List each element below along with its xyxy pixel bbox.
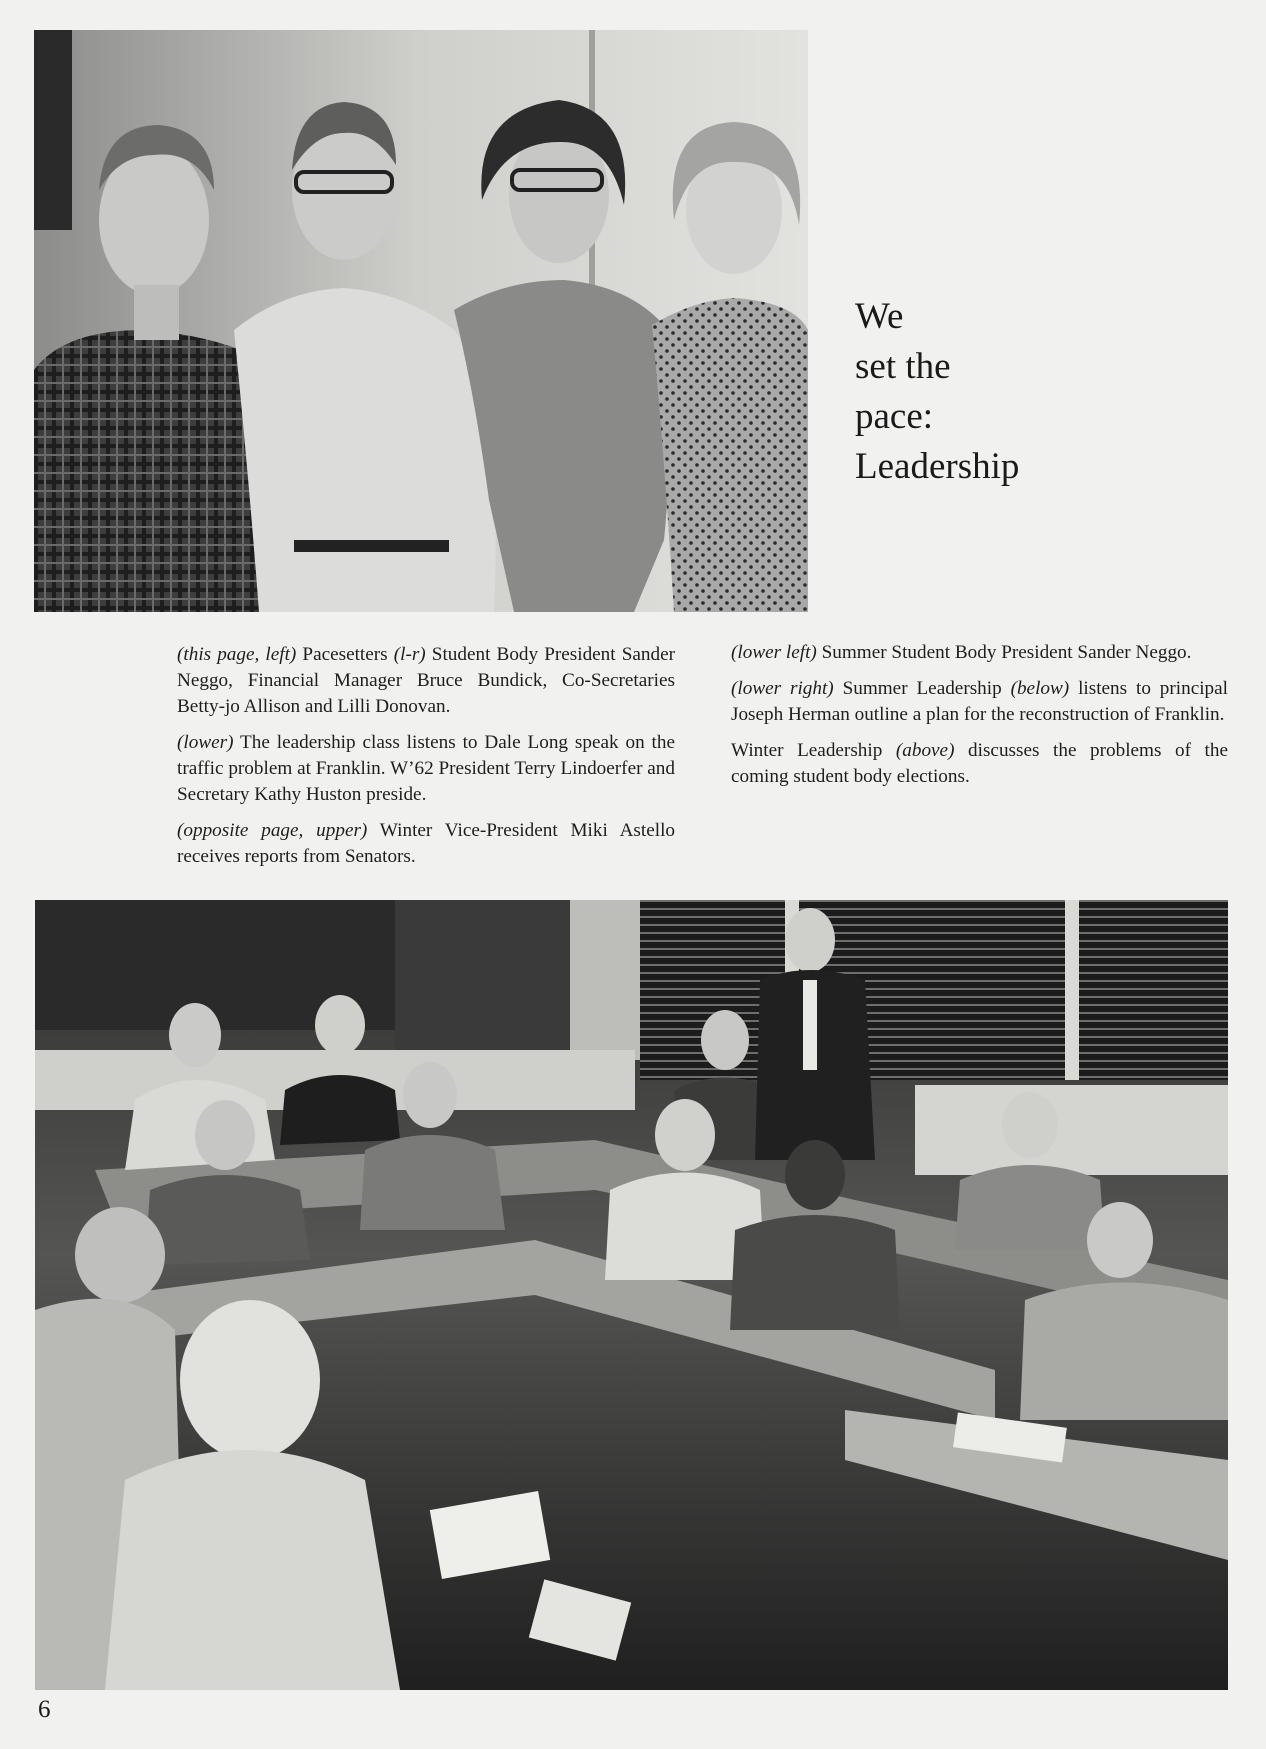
caption-text: discusses the problems of the coming student body elections. <box>731 740 1228 787</box>
captions-left-column <box>177 642 675 880</box>
caption-inline-note: (l-r) <box>393 644 426 665</box>
caption-lead: (lower left) <box>731 642 817 663</box>
caption-inline-note: (above) <box>895 740 955 761</box>
caption-text: Winter Leadership <box>731 740 896 761</box>
caption-lead: (lower right) <box>731 678 834 699</box>
caption-lower <box>177 730 675 808</box>
caption-this-page-left <box>177 642 675 720</box>
caption-lead: (lower) <box>177 732 234 753</box>
caption-lower-right <box>731 676 1228 728</box>
caption-winter-leadership <box>731 738 1228 790</box>
heading-line-1: We <box>855 296 904 337</box>
leadership-class-photo-image <box>35 900 1228 1690</box>
heading-line-2: set the <box>855 346 951 387</box>
caption-text: Summer Student Body President Sander Neggo. <box>816 642 1192 663</box>
caption-lower-left <box>731 640 1228 666</box>
captions-right-column <box>731 640 1228 800</box>
caption-lead: (this page, left) <box>177 644 297 665</box>
heading-line-4: Leadership <box>855 446 1020 487</box>
heading-line-3: pace: <box>855 396 934 437</box>
caption-text: Student Body President Sander Neggo, Financial Manager Bruce Bundick, Co-Secretaries Betty-jo Allison and Lilli Donovan. <box>177 644 675 717</box>
caption-opposite-page-upper <box>177 818 675 870</box>
caption-text: Summer Leadership <box>833 678 1011 699</box>
caption-text: Pacesetters <box>296 644 394 665</box>
caption-text: The leadership class listens to Dale Long speak on the traffic problem at Franklin. W’62 President Terry Lindoerfer and Secretary Kathy Huston preside. <box>177 732 675 805</box>
page-number: 6 <box>38 1696 51 1723</box>
caption-lead: (opposite page, upper) <box>177 820 368 841</box>
pacesetters-photo <box>34 30 808 612</box>
leadership-class-photo <box>35 900 1228 1690</box>
caption-text: Winter Vice-President Miki Astello receives reports from Senators. <box>177 820 675 867</box>
page-heading <box>855 292 1155 492</box>
caption-text: listens to principal Joseph Herman outline a plan for the reconstruction of Franklin. <box>731 678 1228 725</box>
pacesetters-photo-image <box>34 30 808 612</box>
caption-inline-note: (below) <box>1010 678 1070 699</box>
